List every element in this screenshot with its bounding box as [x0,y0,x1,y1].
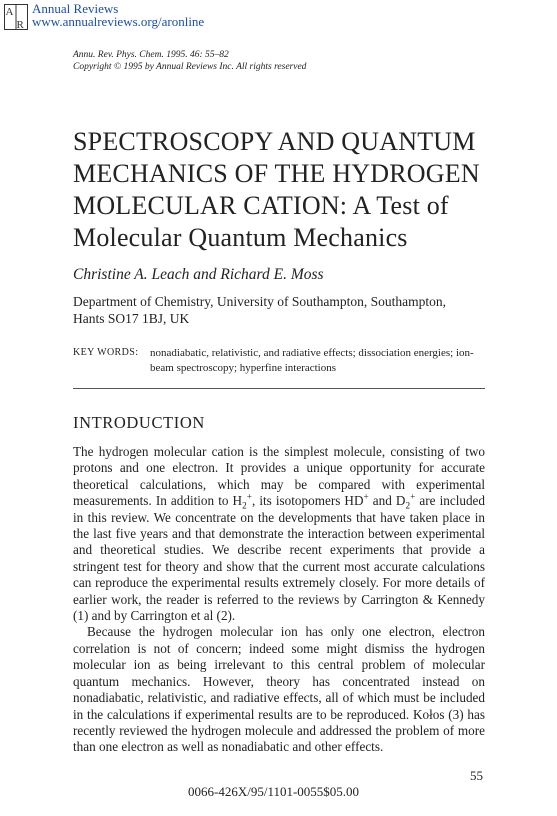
superscript: + [246,491,252,502]
publisher-name-link[interactable]: Annual Reviews [32,1,119,16]
affiliation-line: Hants SO17 1BJ, UK [73,311,190,326]
title-line: MOLECULAR CATION: A Test of [73,191,449,220]
paragraph-text: The hydrogen molecular cation is the simplest molecule, consisting of two protons and one electron. It provides a unique opportunity for accurate theoretical calculations, which may be compared with experimental measurements. In addition to H [73,444,485,509]
subscript: 2 [405,500,411,511]
paragraph-text: and D [368,493,406,509]
paragraph-text: , its isotopomers HD [251,493,364,509]
section-divider [73,388,485,389]
affiliation [73,293,503,327]
section-heading: INTRODUCTION [73,413,205,432]
authors: Christine A. Leach and Richard E. Moss [73,266,324,283]
svg-text:R: R [16,19,24,30]
paragraph-2: Because the hydrogen molecular ion has only one electron, electron correlation is not of concern; indeed some might dismiss the hydrogen molecular ion as being irrelevant to this central problem of molecular quantum mechanics. However, theory has concentrated instead on nonadiabatic, relativistic, and radiative effects, all of which must be included in the calculations if experimental results are to be reproduced. Kołos (3) has recently reviewed the hydrogen molecule and addressed the problem of more than one electron as well as nonadiabatic and other effects. [73,624,485,755]
svg-text:A: A [5,6,14,18]
keywords-label: KEY WORDS: [73,347,139,358]
citation-block [73,49,306,73]
affiliation-line: Department of Chemistry, University of Southampton, Southampton, [73,294,446,309]
citation-copyright: Copyright © 1995 by Annual Reviews Inc. All rights reserved [73,62,307,72]
body-text [73,444,485,756]
subscript: 2 [242,500,247,511]
title-line: MECHANICS OF THE HYDROGEN [73,159,480,188]
article-title [73,126,513,254]
citation-journal: Annu. Rev. Phys. Chem. 1995. 46: 55–82 [73,50,229,60]
title-line: SPECTROSCOPY AND QUANTUM [73,127,476,156]
keywords-text: nonadiabatic, relativistic, and radiative effects; dissociation energies; ion-beam spectroscopy; hyperfine interactions [150,347,474,374]
page-number: 55 [470,768,483,783]
superscript: + [410,491,416,502]
paragraph-text: are included in this review. We concentrate on the developments that have taken place in the last five years and that demonstrate the interaction between experimental and theoretical studies. We describe recent experiments that provide a stringent test for theory and show that the current most accurate calculations can reproduce the experimental results extremely closely. For more details of earlier work, the reader is referred to the reviews by Carrington & Kennedy (1) and by Carrington et al (2). [73,493,485,624]
annual-reviews-logo-icon[interactable] [4,4,28,30]
publisher-url-link[interactable]: www.annualreviews.org/aronline [32,14,205,29]
paragraph-1 [73,444,485,624]
issn-code: 0066-426X/95/1101-0055$05.00 [188,784,360,799]
title-line: Molecular Quantum Mechanics [73,223,408,252]
superscript: + [363,491,369,502]
